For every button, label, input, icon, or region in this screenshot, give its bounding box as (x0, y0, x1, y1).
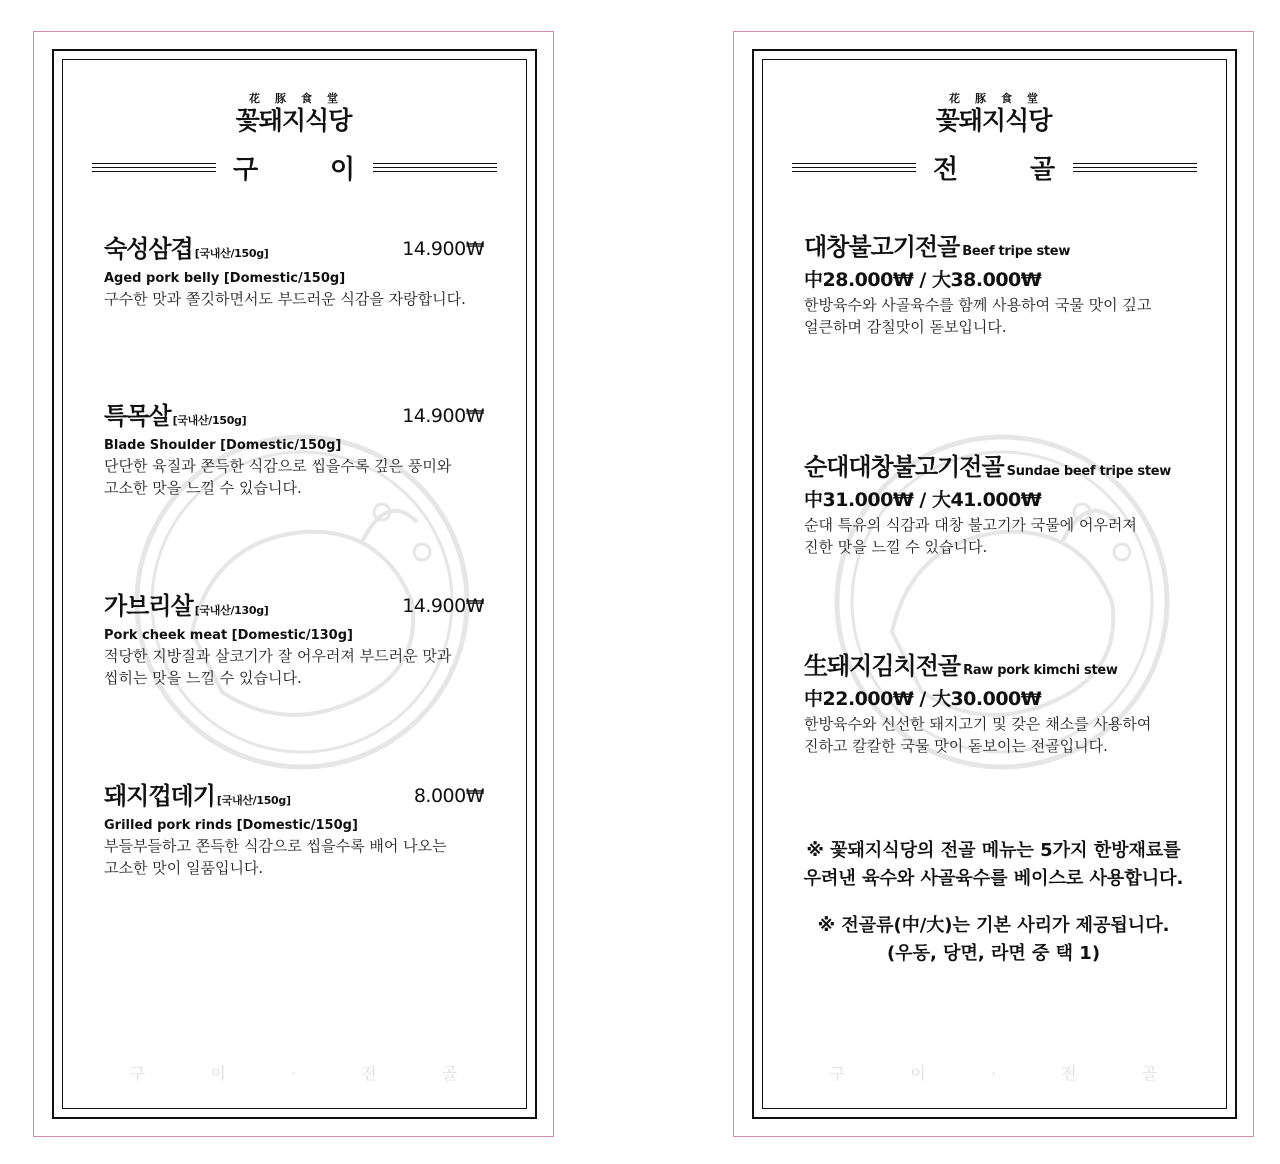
brand-header (734, 92, 1253, 136)
item-description-line: 한방육수와 사골육수를 함께 사용하여 국물 맛이 깊고 (804, 296, 1152, 314)
item-description-line: 진한 맛을 느낄 수 있습니다. (804, 538, 988, 556)
menu-item (804, 232, 1204, 338)
item-origin: [국내산/150g] (216, 794, 291, 807)
notice-line: 우려낸 육수와 사골육수를 베이스로 사용합니다. (803, 868, 1184, 889)
menu-item (104, 234, 484, 310)
section-char-2: 이 (330, 155, 356, 185)
menu-item (104, 781, 484, 879)
item-price: 14.900₩ (402, 595, 484, 617)
section-heading (92, 154, 497, 186)
item-name: 돼지껍데기 (104, 782, 215, 810)
item-price: 8.000₩ (413, 785, 484, 807)
item-price: 中22.000₩ / 大30.000₩ (804, 688, 1042, 710)
menu-sheet-stew (733, 31, 1254, 1137)
item-description-line: 구수한 맛과 쫄깃하면서도 부드러운 식감을 자랑합니다. (104, 290, 466, 308)
menu-sheet-grill (33, 31, 554, 1137)
item-price: 14.900₩ (402, 238, 484, 260)
item-title-row (804, 232, 1204, 267)
brand-header (34, 92, 553, 136)
item-english-name: Pork cheek meat [Domestic/130g] (104, 628, 353, 643)
heading-rule-left (92, 163, 216, 175)
brand-hanja: 花豚食堂 (249, 92, 353, 105)
heading-rule-right (373, 163, 497, 175)
menu-item (804, 452, 1204, 558)
item-name: 순대대창불고기전골 (804, 453, 1004, 481)
footer-mark: 구 이 · 전 골 (129, 1064, 488, 1083)
item-description-line: 고소한 맛이 일품입니다. (104, 859, 264, 877)
notice-line: (우동, 당면, 라면 중 택 1) (886, 943, 1101, 964)
item-description-line: 진하고 칼칼한 국물 맛이 돋보이는 전골입니다. (804, 737, 1108, 755)
item-english-name: Aged pork belly [Domestic/150g] (104, 271, 346, 286)
item-description-line: 얼큰하며 감칠맛이 돋보입니다. (804, 318, 1007, 336)
notice-block (734, 912, 1253, 968)
item-price: 中28.000₩ / 大38.000₩ (804, 269, 1042, 291)
notice-line: ※ 꽃돼지식당의 전골 메뉴는 5가지 한방재료를 (806, 840, 1181, 861)
item-english-name: Sundae beef tripe stew (1006, 464, 1171, 479)
menu-item (804, 651, 1204, 757)
item-description-line: 한방육수와 신선한 돼지고기 및 갖은 채소를 사용하여 (804, 715, 1152, 733)
section-char-2: 골 (1030, 155, 1056, 185)
section-char-1: 구 (233, 155, 259, 185)
item-name: 生돼지김치전골 (804, 652, 961, 680)
item-origin: [국내산/130g] (194, 604, 269, 617)
item-price: 14.900₩ (402, 405, 484, 427)
section-char-1: 전 (933, 155, 959, 185)
footer-mark: 구 이 · 전 골 (829, 1064, 1188, 1083)
brand-name: 꽃돼지식당 (235, 106, 352, 135)
item-english-name: Blade Shoulder [Domestic/150g] (104, 438, 342, 453)
item-description-line: 단단한 육질과 쫀득한 식감으로 씹을수록 깊은 풍미와 (104, 457, 452, 475)
notice-line: ※ 전골류(中/大)는 기본 사리가 제공됩니다. (817, 915, 1170, 936)
item-english-name: Grilled pork rinds [Domestic/150g] (104, 818, 358, 833)
item-name: 대창불고기전골 (804, 233, 960, 261)
item-title-row (804, 452, 1204, 487)
item-name: 특목살 (104, 402, 171, 430)
item-origin: [국내산/150g] (194, 247, 269, 260)
brand-hanja: 花豚食堂 (949, 92, 1053, 105)
item-description-line: 적당한 지방질과 살코기가 잘 어우러져 부드러운 맛과 (104, 647, 452, 665)
item-price: 中31.000₩ / 大41.000₩ (804, 489, 1042, 511)
item-description-line: 순대 특유의 식감과 대창 불고기가 국물에 어우러져 (804, 516, 1137, 534)
section-heading (792, 154, 1197, 186)
item-description-line: 씹히는 맛을 느낄 수 있습니다. (104, 669, 302, 687)
brand-name: 꽃돼지식당 (935, 106, 1052, 135)
notice-block (734, 837, 1253, 893)
item-name: 가브리살 (104, 592, 193, 620)
menu-item (104, 401, 484, 499)
item-origin: [국내산/150g] (172, 414, 247, 427)
menu-item (104, 591, 484, 689)
item-description-line: 고소한 맛을 느낄 수 있습니다. (104, 479, 302, 497)
heading-rule-right (1073, 163, 1197, 175)
item-english-name: Raw pork kimchi stew (963, 663, 1118, 678)
item-description-line: 부들부들하고 쫀득한 식감으로 씹을수록 배어 나오는 (104, 837, 447, 855)
item-name: 숙성삼겹 (104, 235, 193, 263)
item-english-name: Beef tripe stew (962, 244, 1071, 259)
heading-rule-left (792, 163, 916, 175)
item-title-row (804, 651, 1204, 686)
